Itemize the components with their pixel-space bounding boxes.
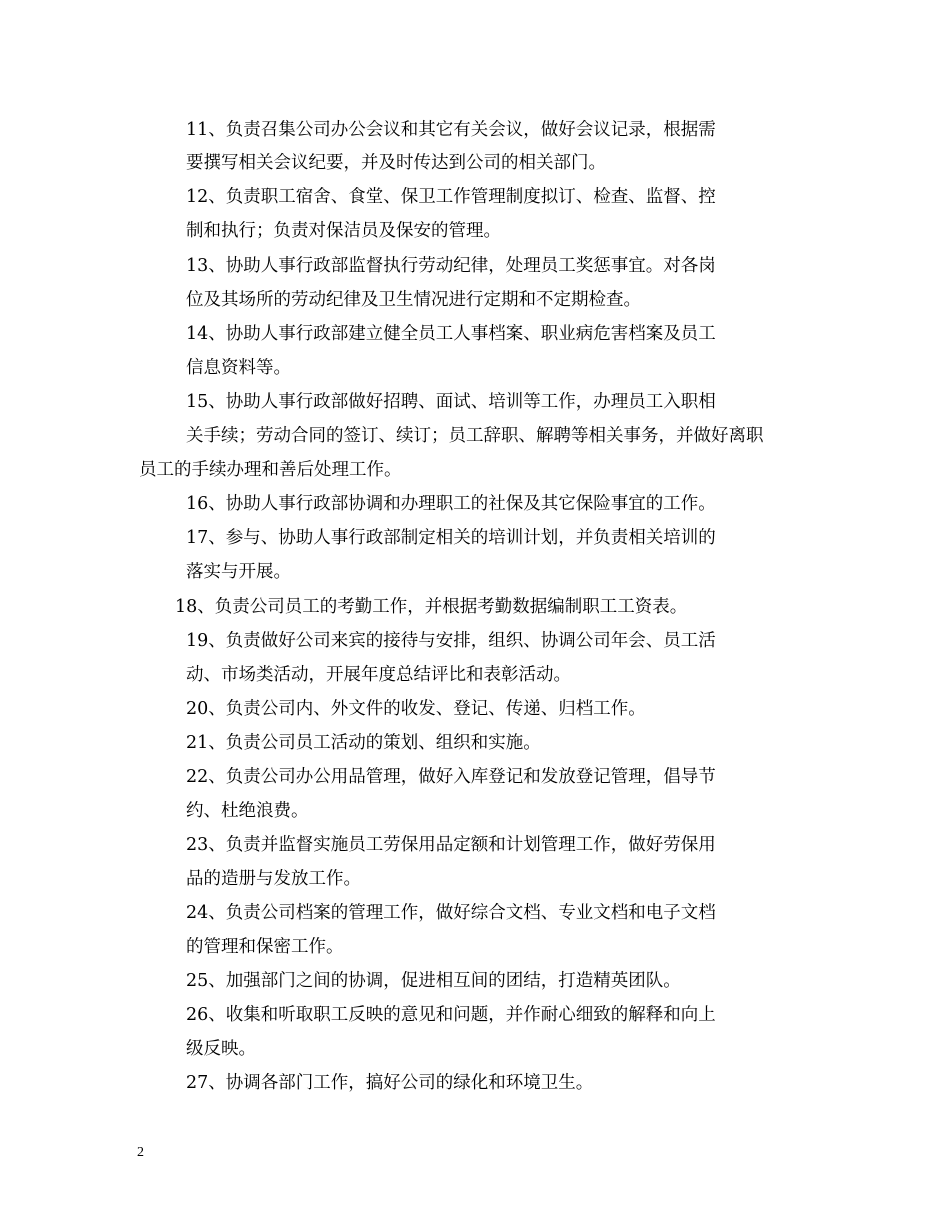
text-line: 17、参与、协助人事行政部制定相关的培训计划，并负责相关培训的 (186, 528, 716, 548)
text-line: 21、负责公司员工活动的策划、组织和实施。 (186, 733, 541, 753)
text-line: 23、负责并监督实施员工劳保用品定额和计划管理工作，做好劳保用 (186, 835, 716, 855)
text-line: 信息资料等。 (186, 358, 291, 378)
text-line: 11、负责召集公司办公会议和其它有关会议，做好会议记录，根据需 (186, 120, 716, 140)
text-line: 25、加强部门之间的协调，促进相互间的团结，打造精英团队。 (186, 971, 681, 991)
text-line: 位及其场所的劳动纪律及卫生情况进行定期和不定期检查。 (186, 290, 641, 310)
text-line: 20、负责公司内、外文件的收发、登记、传递、归档工作。 (186, 699, 646, 719)
text-line: 关手续；劳动合同的签订、续订；员工辞职、解聘等相关事务，并做好离职 (186, 426, 764, 446)
page-number: 2 (137, 1145, 144, 1160)
text-line: 制和执行；负责对保洁员及保安的管理。 (186, 221, 501, 241)
text-line: 落实与开展。 (186, 562, 291, 582)
text-line: 要撰写相关会议纪要，并及时传达到公司的相关部门。 (186, 153, 606, 173)
text-line: 12、负责职工宿舍、食堂、保卫工作管理制度拟订、检查、监督、控 (186, 187, 716, 207)
text-line: 27、协调各部门工作，搞好公司的绿化和环境卫生。 (186, 1073, 594, 1093)
text-line: 约、杜绝浪费。 (186, 801, 309, 821)
text-line: 24、负责公司档案的管理工作，做好综合文档、专业文档和电子文档 (186, 903, 716, 923)
text-line: 26、收集和听取职工反映的意见和问题，并作耐心细致的解释和向上 (186, 1005, 716, 1025)
text-line: 19、负责做好公司来宾的接待与安排，组织、协调公司年会、员工活 (186, 631, 716, 651)
text-line: 15、协助人事行政部做好招聘、面试、培训等工作，办理员工入职相 (186, 392, 716, 412)
text-line: 13、协助人事行政部监督执行劳动纪律，处理员工奖惩事宜。对各岗 (186, 256, 716, 276)
text-line: 14、协助人事行政部建立健全员工人事档案、职业病危害档案及员工 (186, 324, 716, 344)
text-line: 级反映。 (186, 1039, 256, 1059)
text-line: 员工的手续办理和善后处理工作。 (139, 460, 402, 480)
text-line: 的管理和保密工作。 (186, 937, 344, 957)
text-line: 动、市场类活动，开展年度总结评比和表彰活动。 (186, 665, 571, 685)
text-line: 18、负责公司员工的考勤工作，并根据考勤数据编制职工工资表。 (175, 597, 688, 617)
text-line: 22、负责公司办公用品管理，做好入库登记和发放登记管理，倡导节 (186, 767, 716, 787)
text-line: 品的造册与发放工作。 (186, 869, 361, 889)
text-line: 16、协助人事行政部协调和办理职工的社保及其它保险事宜的工作。 (186, 494, 716, 514)
